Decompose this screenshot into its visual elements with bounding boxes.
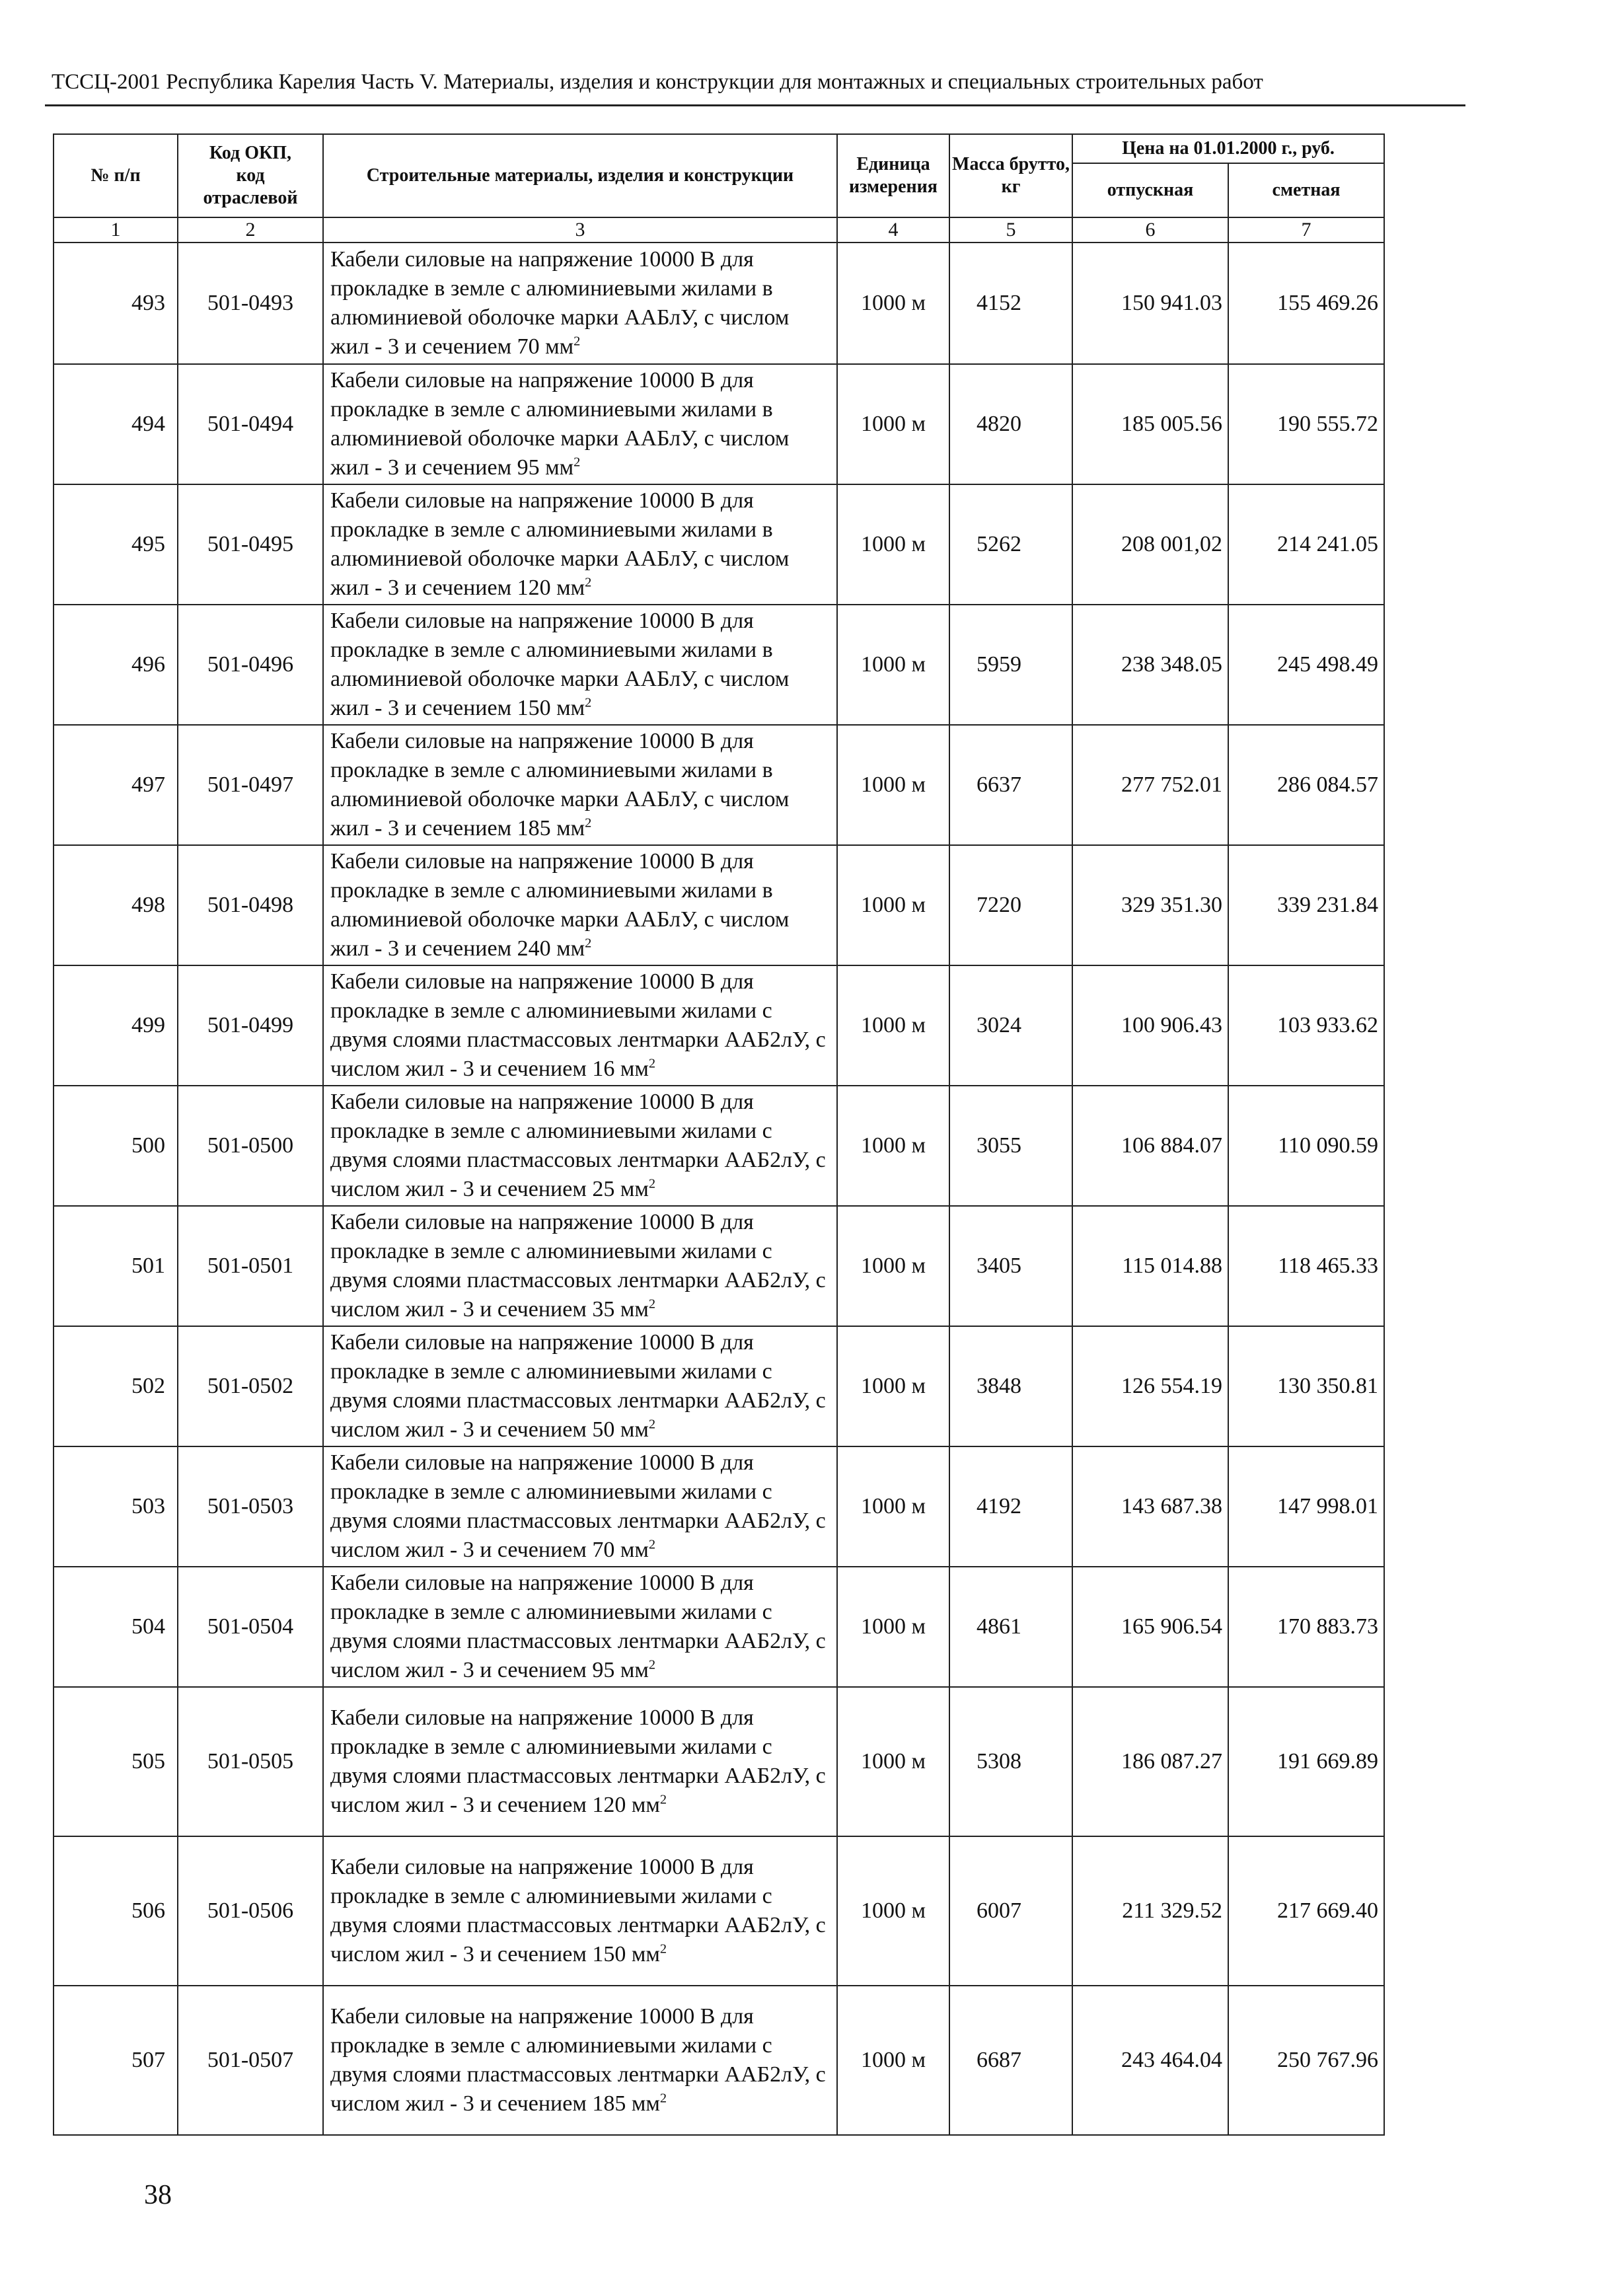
material-description: Кабели силовые на напряжение 10000 В для прокладке в земле с алюминиевыми жилами с двумя слоями пластмассовых лентмарки ААБ2лУ, с числом жил - 3 и сечением 50 $мм^2$: [323, 1326, 837, 1446]
gross-mass: 5262: [949, 484, 1072, 605]
material-description: Кабели силовые на напряжение 10000 В для прокладке в земле с алюминиевыми жилами в алюминиевой оболочке марки ААБлУ, с числом жил - 3 и сечением 185 $мм^2$: [323, 725, 837, 845]
gross-mass: 7220: [949, 845, 1072, 965]
unit-of-measure: 1000 м: [837, 1687, 949, 1836]
col-header-code: [178, 134, 323, 217]
price-estimate: 110 090.59: [1228, 1086, 1384, 1206]
okp-code: 501-0500: [178, 1086, 323, 1206]
okp-code: 501-0494: [178, 364, 323, 484]
row-number: 498: [54, 845, 178, 965]
price-estimate: 147 998.01: [1228, 1446, 1384, 1567]
price-sell: 100 906.43: [1072, 965, 1228, 1086]
okp-code: 501-0495: [178, 484, 323, 605]
table-row: [54, 845, 1384, 965]
unit-of-measure: 1000 м: [837, 725, 949, 845]
material-description: Кабели силовые на напряжение 10000 В для прокладке в земле с алюминиевыми жилами в алюминиевой оболочке марки ААБлУ, с числом жил - 3 и сечением 70 $мм^2$: [323, 243, 837, 364]
table-row: [54, 1986, 1384, 2135]
price-estimate: 191 669.89: [1228, 1687, 1384, 1836]
col-header-n: № п/п: [54, 134, 178, 217]
gross-mass: 6007: [949, 1836, 1072, 1986]
row-number: 505: [54, 1687, 178, 1836]
table-row: [54, 1086, 1384, 1206]
price-estimate: 130 350.81: [1228, 1326, 1384, 1446]
price-estimate: 250 767.96: [1228, 1986, 1384, 2135]
gross-mass: 5308: [949, 1687, 1072, 1836]
unit-of-measure: 1000 м: [837, 243, 949, 364]
material-description: Кабели силовые на напряжение 10000 В для прокладке в земле с алюминиевыми жилами с двумя слоями пластмассовых лентмарки ААБ2лУ, с числом жил - 3 и сечением 35 $мм^2$: [323, 1206, 837, 1326]
col-header-code-line3: отраслевой: [203, 188, 298, 208]
price-sell: 211 329.52: [1072, 1836, 1228, 1986]
unit-of-measure: 1000 м: [837, 1446, 949, 1567]
row-number: 502: [54, 1326, 178, 1446]
okp-code: 501-0505: [178, 1687, 323, 1836]
row-number: 504: [54, 1567, 178, 1687]
table-row: [54, 605, 1384, 725]
row-number: 499: [54, 965, 178, 1086]
unit-of-measure: 1000 м: [837, 845, 949, 965]
row-number: 503: [54, 1446, 178, 1567]
gross-mass: 3055: [949, 1086, 1072, 1206]
table-row: [54, 243, 1384, 364]
col-header-code-line1: Код ОКП,: [209, 143, 292, 163]
okp-code: 501-0502: [178, 1326, 323, 1446]
row-number: 494: [54, 364, 178, 484]
price-sell: 150 941.03: [1072, 243, 1228, 364]
price-estimate: 339 231.84: [1228, 845, 1384, 965]
gross-mass: 3405: [949, 1206, 1072, 1326]
column-number: 3: [323, 217, 837, 243]
price-table: [53, 133, 1385, 2136]
price-estimate: 190 555.72: [1228, 364, 1384, 484]
unit-of-measure: 1000 м: [837, 1567, 949, 1687]
gross-mass: 3024: [949, 965, 1072, 1086]
material-description: Кабели силовые на напряжение 10000 В для прокладке в земле с алюминиевыми жилами с двумя слоями пластмассовых лентмарки ААБ2лУ, с числом жил - 3 и сечением 150 $мм^2$: [323, 1836, 837, 1986]
price-estimate: 155 469.26: [1228, 243, 1384, 364]
row-number: 507: [54, 1986, 178, 2135]
okp-code: 501-0496: [178, 605, 323, 725]
col-header-code-line2: код: [236, 165, 265, 186]
gross-mass: 5959: [949, 605, 1072, 725]
price-sell: 143 687.38: [1072, 1446, 1228, 1567]
table-row: [54, 1326, 1384, 1446]
unit-of-measure: 1000 м: [837, 605, 949, 725]
okp-code: 501-0493: [178, 243, 323, 364]
col-header-unit: Единица измерения: [837, 134, 949, 217]
material-description: Кабели силовые на напряжение 10000 В для прокладке в земле с алюминиевыми жилами с двумя слоями пластмассовых лентмарки ААБ2лУ, с числом жил - 3 и сечением 25 $мм^2$: [323, 1086, 837, 1206]
material-description: Кабели силовые на напряжение 10000 В для прокладке в земле с алюминиевыми жилами в алюминиевой оболочке марки ААБлУ, с числом жил - 3 и сечением 120 $мм^2$: [323, 484, 837, 605]
price-estimate: 103 933.62: [1228, 965, 1384, 1086]
page-number: 38: [144, 2180, 172, 2210]
gross-mass: 4820: [949, 364, 1072, 484]
column-number: 4: [837, 217, 949, 243]
column-number: 2: [178, 217, 323, 243]
table-row: [54, 1206, 1384, 1326]
row-number: 497: [54, 725, 178, 845]
unit-of-measure: 1000 м: [837, 965, 949, 1086]
col-header-mass: Масса брутто, кг: [949, 134, 1072, 217]
material-description: Кабели силовые на напряжение 10000 В для прокладке в земле с алюминиевыми жилами с двумя слоями пластмассовых лентмарки ААБ2лУ, с числом жил - 3 и сечением 185 $мм^2$: [323, 1986, 837, 2135]
unit-of-measure: 1000 м: [837, 1206, 949, 1326]
table-row: [54, 1687, 1384, 1836]
table-row: [54, 1836, 1384, 1986]
unit-of-measure: 1000 м: [837, 1986, 949, 2135]
gross-mass: 6687: [949, 1986, 1072, 2135]
row-number: 500: [54, 1086, 178, 1206]
gross-mass: 4192: [949, 1446, 1072, 1567]
price-sell: 208 001,02: [1072, 484, 1228, 605]
price-estimate: 245 498.49: [1228, 605, 1384, 725]
unit-of-measure: 1000 м: [837, 364, 949, 484]
unit-of-measure: 1000 м: [837, 1086, 949, 1206]
material-description: Кабели силовые на напряжение 10000 В для прокладке в земле с алюминиевыми жилами с двумя слоями пластмассовых лентмарки ААБ2лУ, с числом жил - 3 и сечением 16 $мм^2$: [323, 965, 837, 1086]
okp-code: 501-0506: [178, 1836, 323, 1986]
okp-code: 501-0499: [178, 965, 323, 1086]
material-description: Кабели силовые на напряжение 10000 В для прокладке в земле с алюминиевыми жилами в алюминиевой оболочке марки ААБлУ, с числом жил - 3 и сечением 95 $мм^2$: [323, 364, 837, 484]
price-estimate: 217 669.40: [1228, 1836, 1384, 1986]
price-sell: 329 351.30: [1072, 845, 1228, 965]
col-header-materials: Строительные материалы, изделия и конструкции: [323, 134, 837, 217]
price-estimate: 214 241.05: [1228, 484, 1384, 605]
material-description: Кабели силовые на напряжение 10000 В для прокладке в земле с алюминиевыми жилами с двумя слоями пластмассовых лентмарки ААБ2лУ, с числом жил - 3 и сечением 120 $мм^2$: [323, 1687, 837, 1836]
table-row: [54, 484, 1384, 605]
price-sell: 277 752.01: [1072, 725, 1228, 845]
okp-code: 501-0504: [178, 1567, 323, 1687]
price-sell: 243 464.04: [1072, 1986, 1228, 2135]
price-sell: 165 906.54: [1072, 1567, 1228, 1687]
column-number: 7: [1228, 217, 1384, 243]
gross-mass: 3848: [949, 1326, 1072, 1446]
price-sell: 126 554.19: [1072, 1326, 1228, 1446]
column-number: 1: [54, 217, 178, 243]
gross-mass: 4861: [949, 1567, 1072, 1687]
row-number: 496: [54, 605, 178, 725]
okp-code: 501-0503: [178, 1446, 323, 1567]
price-sell: 186 087.27: [1072, 1687, 1228, 1836]
price-sell: 115 014.88: [1072, 1206, 1228, 1326]
col-header-price-est: сметная: [1228, 163, 1384, 217]
unit-of-measure: 1000 м: [837, 1836, 949, 1986]
material-description: Кабели силовые на напряжение 10000 В для прокладке в земле с алюминиевыми жилами с двумя слоями пластмассовых лентмарки ААБ2лУ, с числом жил - 3 и сечением 70 $мм^2$: [323, 1446, 837, 1567]
table-row: [54, 965, 1384, 1086]
okp-code: 501-0501: [178, 1206, 323, 1326]
gross-mass: 4152: [949, 243, 1072, 364]
col-header-price-sell: отпускная: [1072, 163, 1228, 217]
price-estimate: 118 465.33: [1228, 1206, 1384, 1326]
price-sell: 185 005.56: [1072, 364, 1228, 484]
col-header-price: Цена на 01.01.2000 г., руб.: [1072, 134, 1384, 163]
column-number-row: [54, 217, 1384, 243]
material-description: Кабели силовые на напряжение 10000 В для прокладке в земле с алюминиевыми жилами в алюминиевой оболочке марки ААБлУ, с числом жил - 3 и сечением 240 $мм^2$: [323, 845, 837, 965]
row-number: 501: [54, 1206, 178, 1326]
price-estimate: 286 084.57: [1228, 725, 1384, 845]
row-number: 493: [54, 243, 178, 364]
price-estimate: 170 883.73: [1228, 1567, 1384, 1687]
okp-code: 501-0507: [178, 1986, 323, 2135]
table-row: [54, 1567, 1384, 1687]
page-header-title: ТССЦ-2001 Республика Карелия Часть V. Материалы, изделия и конструкции для монтажных и специальных строительных работ: [52, 70, 1263, 94]
unit-of-measure: 1000 м: [837, 484, 949, 605]
table-row: [54, 725, 1384, 845]
okp-code: 501-0497: [178, 725, 323, 845]
material-description: Кабели силовые на напряжение 10000 В для прокладке в земле с алюминиевыми жилами с двумя слоями пластмассовых лентмарки ААБ2лУ, с числом жил - 3 и сечением 95 $мм^2$: [323, 1567, 837, 1687]
row-number: 506: [54, 1836, 178, 1986]
price-sell: 106 884.07: [1072, 1086, 1228, 1206]
gross-mass: 6637: [949, 725, 1072, 845]
header-divider: [45, 104, 1465, 106]
row-number: 495: [54, 484, 178, 605]
table-row: [54, 1446, 1384, 1567]
price-sell: 238 348.05: [1072, 605, 1228, 725]
column-number: 5: [949, 217, 1072, 243]
column-number: 6: [1072, 217, 1228, 243]
unit-of-measure: 1000 м: [837, 1326, 949, 1446]
table-row: [54, 364, 1384, 484]
material-description: Кабели силовые на напряжение 10000 В для прокладке в земле с алюминиевыми жилами в алюминиевой оболочке марки ААБлУ, с числом жил - 3 и сечением 150 $мм^2$: [323, 605, 837, 725]
okp-code: 501-0498: [178, 845, 323, 965]
